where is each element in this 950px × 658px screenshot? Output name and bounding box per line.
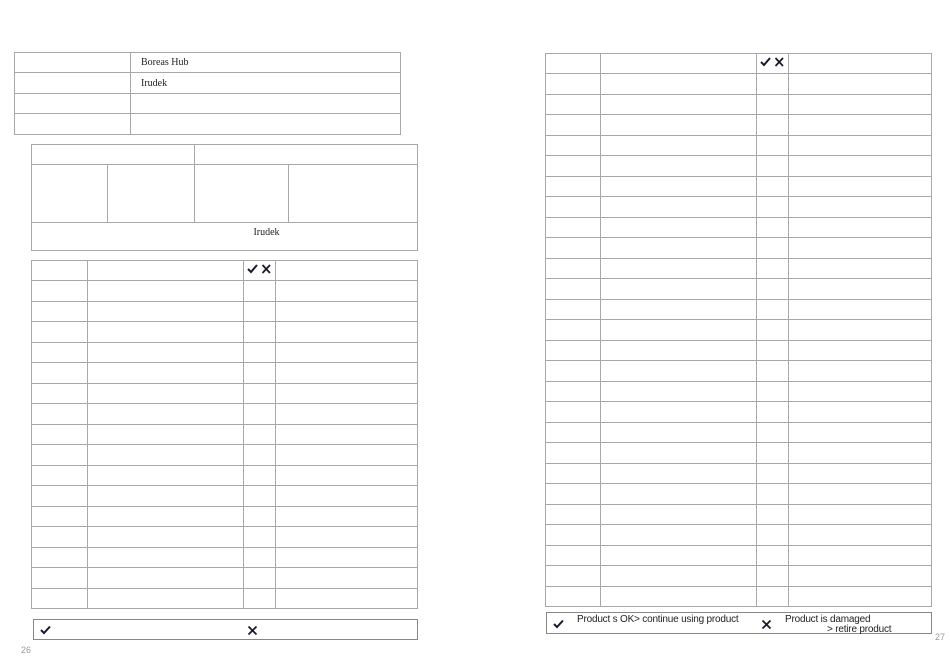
checklist-item-id[interactable] (32, 465, 88, 486)
checklist-item-id[interactable] (32, 383, 88, 404)
checklist-item-id[interactable] (546, 156, 601, 177)
checklist-item-id[interactable] (32, 363, 88, 384)
checklist-item-desc[interactable] (601, 176, 757, 197)
checklist-item-id[interactable] (32, 342, 88, 363)
checklist-item-id[interactable] (32, 301, 88, 322)
checklist-item-id[interactable] (32, 588, 88, 609)
checklist-row (546, 402, 932, 423)
checklist-status-header (244, 261, 276, 281)
checklist-item-desc[interactable] (88, 342, 244, 363)
right-legend (546, 612, 932, 634)
check-icon (40, 625, 52, 635)
checklist-item-status[interactable] (757, 361, 789, 382)
checklist-item-status[interactable] (244, 363, 276, 384)
checklist-item-notes[interactable] (789, 279, 932, 300)
checklist-item-status[interactable] (244, 445, 276, 466)
checklist-row (32, 342, 418, 363)
checklist-item-desc[interactable] (601, 258, 757, 279)
info-value-site: Boreas Hub (131, 53, 401, 73)
checklist-item-id[interactable] (32, 445, 88, 466)
checklist-item-id[interactable] (546, 217, 601, 238)
left-checklist-table (31, 260, 418, 609)
checklist-item-id[interactable] (546, 402, 601, 423)
checklist-item-id[interactable] (32, 547, 88, 568)
checklist-item-desc[interactable] (601, 443, 757, 464)
checklist-item-status[interactable] (244, 404, 276, 425)
checklist-item-status[interactable] (757, 381, 789, 402)
checklist-row (32, 486, 418, 507)
checklist-row (32, 568, 418, 589)
checklist-item-desc[interactable] (601, 545, 757, 566)
checklist-item-notes[interactable] (276, 547, 418, 568)
checklist-item-id[interactable] (546, 381, 601, 402)
checklist-item-notes[interactable] (276, 568, 418, 589)
checklist-item-desc[interactable] (601, 422, 757, 443)
checklist-item-status[interactable] (757, 484, 789, 505)
checklist-item-status[interactable] (757, 566, 789, 587)
checklist-item-desc[interactable] (88, 568, 244, 589)
checklist-item-notes[interactable] (789, 115, 932, 136)
checklist-item-desc[interactable] (601, 115, 757, 136)
checklist-item-status[interactable] (757, 279, 789, 300)
checklist-item-status[interactable] (757, 94, 789, 115)
checklist-item-notes[interactable] (789, 361, 932, 382)
checklist-item-status[interactable] (757, 156, 789, 177)
checklist-item-desc[interactable] (601, 586, 757, 607)
checklist-item-notes[interactable] (276, 363, 418, 384)
checklist-item-desc[interactable] (601, 320, 757, 341)
checklist-item-notes[interactable] (789, 566, 932, 587)
checklist-item-status[interactable] (757, 443, 789, 464)
checklist-row (546, 566, 932, 587)
checklist-item-desc[interactable] (88, 506, 244, 527)
right-checklist-table (545, 53, 932, 607)
checklist-item-id[interactable] (546, 586, 601, 607)
checklist-item-status[interactable] (244, 465, 276, 486)
checklist-row (546, 381, 932, 402)
checklist-row (546, 74, 932, 95)
checklist-header-cell (32, 261, 88, 281)
left-legend (33, 619, 418, 640)
info-label (15, 94, 131, 114)
checklist-item-notes[interactable] (789, 217, 932, 238)
checklist-header-cell (601, 54, 757, 74)
checklist-item-id[interactable] (32, 486, 88, 507)
checklist-item-desc[interactable] (601, 402, 757, 423)
legend-fail-text: Product is damaged (785, 614, 871, 625)
checklist-item-notes[interactable] (276, 383, 418, 404)
checklist-item-notes[interactable] (789, 484, 932, 505)
checklist-item-notes[interactable] (276, 506, 418, 527)
checklist-item-id[interactable] (546, 422, 601, 443)
checklist-item-status[interactable] (244, 506, 276, 527)
checklist-item-status[interactable] (757, 545, 789, 566)
checklist-item-desc[interactable] (88, 281, 244, 302)
checklist-item-notes[interactable] (276, 527, 418, 548)
checklist-item-desc[interactable] (601, 299, 757, 320)
checklist-row (32, 424, 418, 445)
checklist-item-desc[interactable] (88, 527, 244, 548)
checklist-item-status[interactable] (757, 258, 789, 279)
checklist-item-id[interactable] (546, 361, 601, 382)
checklist-item-notes[interactable] (789, 74, 932, 95)
checklist-item-id[interactable] (546, 74, 601, 95)
info-value-manufacturer: Irudek (131, 73, 401, 94)
checklist-item-id[interactable] (32, 322, 88, 343)
checklist-row (546, 197, 932, 218)
checklist-item-notes[interactable] (789, 238, 932, 259)
checklist-item-status[interactable] (757, 422, 789, 443)
checklist-row (32, 588, 418, 609)
checklist-row (32, 527, 418, 548)
checklist-item-status[interactable] (244, 568, 276, 589)
checklist-header-row (546, 54, 932, 74)
check-icon (553, 619, 565, 629)
checklist-row (32, 445, 418, 466)
info-row (15, 114, 401, 135)
checklist-item-desc[interactable] (601, 381, 757, 402)
checklist-item-status[interactable] (757, 586, 789, 607)
checklist-item-id[interactable] (546, 258, 601, 279)
checklist-row (546, 94, 932, 115)
checklist-item-id[interactable] (546, 135, 601, 156)
checklist-item-desc[interactable] (601, 74, 757, 95)
checklist-item-notes[interactable] (789, 156, 932, 177)
checklist-row (32, 465, 418, 486)
checklist-item-status[interactable] (757, 463, 789, 484)
checklist-item-status[interactable] (757, 217, 789, 238)
checklist-item-id[interactable] (546, 484, 601, 505)
checklist-item-desc[interactable] (88, 588, 244, 609)
sign-footer-cell (32, 223, 418, 251)
checklist-item-id[interactable] (546, 525, 601, 546)
checklist-row (546, 217, 932, 238)
checklist-item-desc[interactable] (88, 301, 244, 322)
checklist-row (32, 322, 418, 343)
checklist-row (32, 301, 418, 322)
checklist-item-status[interactable] (757, 320, 789, 341)
info-label (15, 73, 131, 94)
checklist-item-id[interactable] (32, 281, 88, 302)
checklist-header-cell (546, 54, 601, 74)
checklist-item-id[interactable] (546, 566, 601, 587)
checklist-item-notes[interactable] (789, 586, 932, 607)
checklist-item-id[interactable] (546, 197, 601, 218)
checklist-row (32, 281, 418, 302)
checklist-item-desc[interactable] (88, 383, 244, 404)
checklist-item-id[interactable] (546, 94, 601, 115)
checklist-status-header (757, 54, 789, 74)
checklist-row (546, 504, 932, 525)
checklist-item-notes[interactable] (276, 404, 418, 425)
checklist-item-status[interactable] (757, 135, 789, 156)
checklist-item-id[interactable] (546, 176, 601, 197)
checklist-item-notes[interactable] (789, 545, 932, 566)
checklist-item-status[interactable] (757, 299, 789, 320)
legend-fail-text-action: > retire product (827, 624, 892, 635)
checklist-row (546, 176, 932, 197)
checklist-item-status[interactable] (757, 176, 789, 197)
checklist-row (546, 238, 932, 259)
manufacturer-name: Irudek (253, 227, 280, 238)
checklist-item-notes[interactable] (789, 258, 932, 279)
checklist-row (546, 299, 932, 320)
checklist-item-desc[interactable] (88, 404, 244, 425)
checklist-item-notes[interactable] (276, 465, 418, 486)
checklist-item-status[interactable] (244, 424, 276, 445)
checklist-item-status[interactable] (244, 588, 276, 609)
checklist-item-status[interactable] (757, 74, 789, 95)
info-value (131, 94, 401, 114)
checklist-item-notes[interactable] (276, 424, 418, 445)
checklist-item-id[interactable] (546, 320, 601, 341)
inspection-sign-box (31, 144, 418, 251)
checklist-item-id[interactable] (546, 238, 601, 259)
checklist-item-notes[interactable] (789, 320, 932, 341)
page-number-left: 26 (21, 645, 32, 655)
checklist-item-status[interactable] (244, 301, 276, 322)
checklist-item-notes[interactable] (789, 135, 932, 156)
checklist-item-id[interactable] (546, 340, 601, 361)
checklist-row (546, 463, 932, 484)
checklist-row (32, 506, 418, 527)
checklist-item-status[interactable] (244, 486, 276, 507)
checklist-row (32, 363, 418, 384)
checklist-header-row (32, 261, 418, 281)
info-row (15, 94, 401, 114)
sign-field (289, 165, 418, 223)
checklist-item-desc[interactable] (601, 566, 757, 587)
checklist-item-id[interactable] (546, 115, 601, 136)
checklist-item-notes[interactable] (276, 445, 418, 466)
checklist-item-desc[interactable] (601, 525, 757, 546)
checklist-item-notes[interactable] (789, 381, 932, 402)
checklist-item-desc[interactable] (601, 217, 757, 238)
checklist-item-id[interactable] (32, 404, 88, 425)
page-number-right: 27 (935, 632, 946, 642)
info-value (131, 114, 401, 135)
check-icon (760, 56, 786, 68)
checklist-item-id[interactable] (546, 443, 601, 464)
checklist-item-id[interactable] (546, 279, 601, 300)
checklist-item-desc[interactable] (601, 340, 757, 361)
sign-footer-row (32, 223, 418, 251)
check-icon (247, 263, 273, 275)
checklist-item-notes[interactable] (789, 443, 932, 464)
sign-fields-row (32, 165, 418, 223)
cross-icon (761, 619, 772, 630)
checklist-item-desc[interactable] (601, 504, 757, 525)
checklist-item-notes[interactable] (789, 197, 932, 218)
checklist-item-desc[interactable] (88, 322, 244, 343)
sign-field (195, 165, 289, 223)
cross-icon (775, 58, 783, 66)
checklist-item-status[interactable] (757, 197, 789, 218)
checklist-row (546, 320, 932, 341)
checklist-item-status[interactable] (244, 281, 276, 302)
cross-icon (247, 625, 258, 636)
checklist-item-status[interactable] (757, 402, 789, 423)
checklist-item-id[interactable] (32, 527, 88, 548)
checklist-item-desc[interactable] (601, 361, 757, 382)
checklist-row (32, 547, 418, 568)
checklist-item-notes[interactable] (276, 301, 418, 322)
cross-icon (262, 265, 270, 273)
checklist-item-id[interactable] (546, 299, 601, 320)
info-row (15, 53, 401, 73)
checklist-item-desc[interactable] (601, 463, 757, 484)
checklist-row (546, 422, 932, 443)
sign-field (32, 165, 108, 223)
checklist-row (546, 115, 932, 136)
checklist-item-notes[interactable] (789, 94, 932, 115)
checklist-row (546, 484, 932, 505)
checklist-item-status[interactable] (757, 504, 789, 525)
checklist-item-desc[interactable] (88, 363, 244, 384)
checklist-item-status[interactable] (244, 383, 276, 404)
info-label (15, 53, 131, 73)
checklist-row (32, 404, 418, 425)
checklist-item-desc[interactable] (601, 484, 757, 505)
checklist-item-id[interactable] (32, 568, 88, 589)
checklist-row (546, 586, 932, 607)
checklist-item-id[interactable] (546, 545, 601, 566)
checklist-item-desc[interactable] (601, 197, 757, 218)
checklist-item-notes[interactable] (789, 176, 932, 197)
checklist-item-status[interactable] (757, 340, 789, 361)
checklist-item-notes[interactable] (276, 588, 418, 609)
checklist-item-desc[interactable] (88, 486, 244, 507)
checklist-item-desc[interactable] (88, 465, 244, 486)
checklist-item-id[interactable] (32, 506, 88, 527)
checklist-header-cell (276, 261, 418, 281)
checklist-item-status[interactable] (244, 527, 276, 548)
checklist-item-desc[interactable] (601, 156, 757, 177)
checklist-item-status[interactable] (244, 547, 276, 568)
checklist-item-notes[interactable] (789, 504, 932, 525)
sign-field (108, 165, 195, 223)
checklist-item-desc[interactable] (88, 424, 244, 445)
checklist-item-desc[interactable] (601, 94, 757, 115)
checklist-header-cell (789, 54, 932, 74)
checklist-header-cell (88, 261, 244, 281)
checklist-row (546, 443, 932, 464)
checklist-item-notes[interactable] (789, 525, 932, 546)
checklist-row (546, 156, 932, 177)
checklist-row (546, 545, 932, 566)
checklist-item-status[interactable] (244, 322, 276, 343)
checklist-item-notes[interactable] (789, 299, 932, 320)
sign-header-cell (195, 145, 418, 165)
checklist-item-notes[interactable] (789, 402, 932, 423)
checklist-row (546, 135, 932, 156)
info-label (15, 114, 131, 135)
checklist-row (546, 361, 932, 382)
checklist-item-desc[interactable] (601, 279, 757, 300)
checklist-item-notes[interactable] (276, 486, 418, 507)
sign-header-cell (32, 145, 195, 165)
checklist-item-status[interactable] (757, 525, 789, 546)
checklist-row (546, 279, 932, 300)
sign-header-row (32, 145, 418, 165)
checklist-item-desc[interactable] (601, 135, 757, 156)
checklist-item-id[interactable] (32, 424, 88, 445)
checklist-item-desc[interactable] (601, 238, 757, 259)
checklist-item-id[interactable] (546, 463, 601, 484)
checklist-item-status[interactable] (757, 238, 789, 259)
checklist-row (32, 383, 418, 404)
checklist-item-status[interactable] (244, 342, 276, 363)
info-table (14, 52, 401, 135)
checklist-item-desc[interactable] (88, 445, 244, 466)
checklist-item-notes[interactable] (789, 422, 932, 443)
checklist-item-notes[interactable] (276, 342, 418, 363)
checklist-item-desc[interactable] (88, 547, 244, 568)
legend-ok-text: Product s OK> continue using product (577, 614, 739, 625)
checklist-item-notes[interactable] (276, 281, 418, 302)
checklist-row (546, 525, 932, 546)
checklist-row (546, 340, 932, 361)
info-row (15, 73, 401, 94)
checklist-item-id[interactable] (546, 504, 601, 525)
checklist-item-notes[interactable] (789, 463, 932, 484)
checklist-item-notes[interactable] (789, 340, 932, 361)
checklist-row (546, 258, 932, 279)
checklist-item-notes[interactable] (276, 322, 418, 343)
checklist-item-status[interactable] (757, 115, 789, 136)
